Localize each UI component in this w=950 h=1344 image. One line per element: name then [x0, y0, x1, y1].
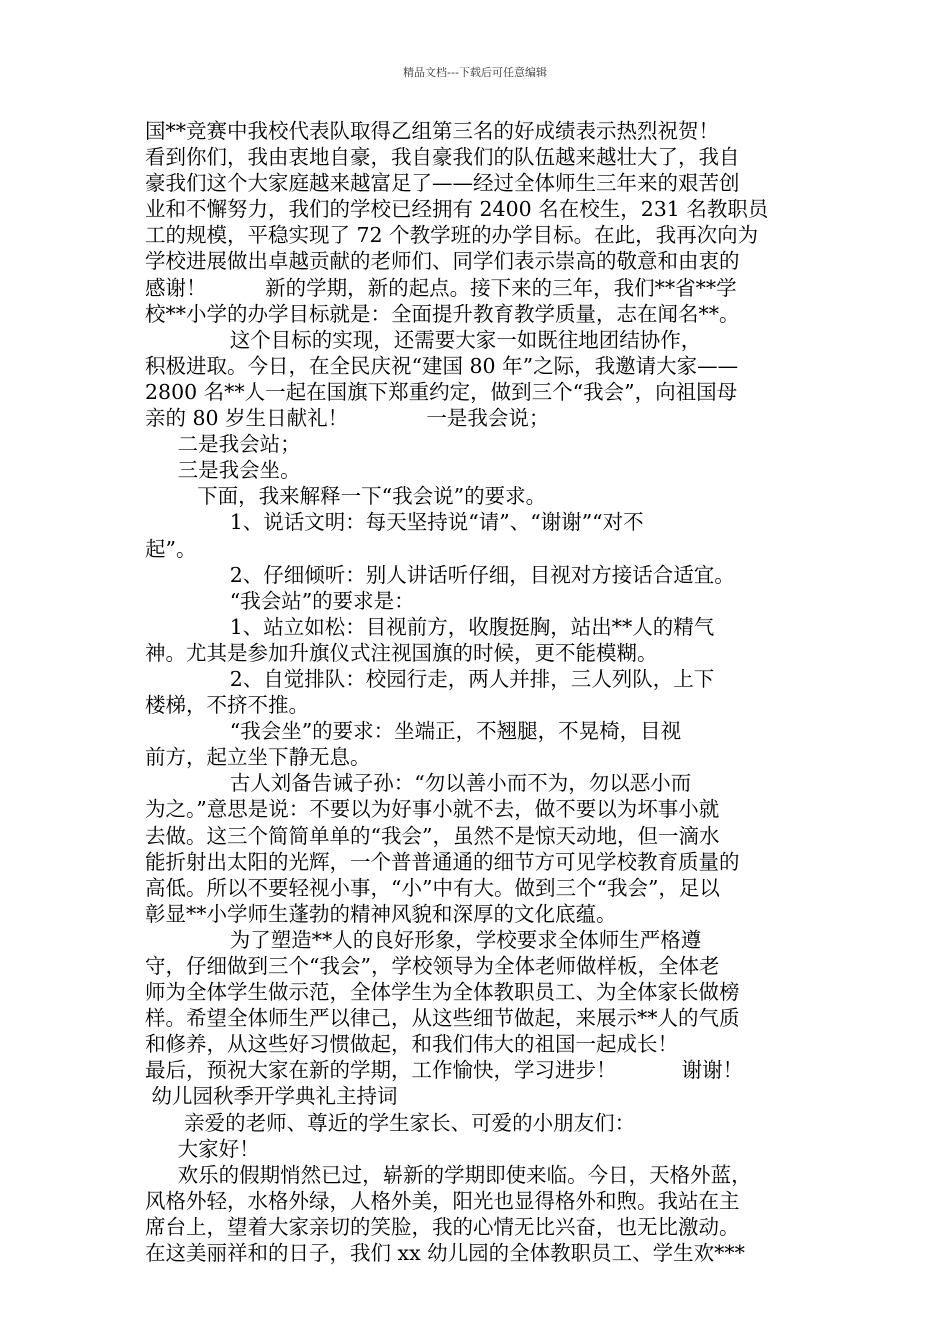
text-line: 1、站立如松：目视前方，收腹挺胸，站出**人的精气	[145, 614, 715, 639]
text-line: 下面，我来解释一下“我会说”的要求。	[145, 484, 547, 509]
text-line: 亲爱的老师、尊近的学生家长、可爱的小朋友们：	[145, 1110, 636, 1135]
text-line: 感谢！ 新的学期，新的起点。接下来的三年，我们**省**学	[145, 275, 737, 300]
text-line: 欢乐的假期悄然已过，崭新的学期即使来临。今日，天格外蓝，	[145, 1162, 752, 1187]
text-line: 神。尤其是参加升旗仪式注视国旗的时候，更不能模糊。	[145, 640, 658, 665]
text-line: 学校进展做出卓越贡献的老师们、同学们表示崇高的敬意和由衷的	[145, 249, 740, 274]
text-line: 席台上，望着大家亲切的笑脸，我的心情无比兴奋，也无比激动。	[145, 1214, 740, 1239]
text-line: 豪我们这个大家庭越来越富足了——经过全体师生三年来的艰苦创	[145, 171, 740, 196]
text-line: 二是我会站；	[145, 432, 301, 457]
text-line: 这个目标的实现，还需要大家一如既往地团结协作，	[145, 327, 702, 352]
text-line: 风格外轻，水格外绿，人格外美，阳光也显得格外和煦。我站在主	[145, 1188, 740, 1213]
text-line: 看到你们，我由衷地自豪，我自豪我们的队伍越来越壮大了，我自	[145, 145, 740, 170]
text-line: 2800 名**人一起在国旗下郑重约定，做到三个“我会”，向祖国母	[145, 379, 738, 404]
text-line: 起”。	[145, 536, 197, 561]
text-line: 前方，起立坐下静无息。	[145, 745, 371, 770]
text-line: 国**竞赛中我校代表队取得乙组第三名的好成绩表示热烈祝贺！	[145, 119, 719, 143]
text-line: 彰显**小学师生蓬勃的精神风貌和深厚的文化底蕴。	[145, 901, 617, 926]
page-header: 精品文档---下载后可任意编辑	[403, 66, 547, 79]
text-line: 和修养，从这些好习惯做起，和我们伟大的祖国一起成长！	[145, 1032, 678, 1057]
text-line: 积极进取。今日，在全民庆祝“建国 80 年”之际，我邀请大家——	[145, 353, 739, 378]
text-line: 为了塑造**人的良好形象，学校要求全体师生严格遵	[145, 927, 702, 952]
text-line: 能折射出太阳的光辉，一个普普通通的细节方可见学校教育质量的	[145, 849, 740, 874]
text-line: 大家好！	[145, 1136, 260, 1161]
text-line: 楼梯，不挤不推。	[145, 693, 309, 718]
text-line: 师为全体学生做示范，全体学生为全体教职员工、为全体家长做榜	[145, 980, 740, 1005]
text-line: 工的规模，平稳实现了 72 个教学班的办学目标。在此，我再次向为	[145, 223, 759, 248]
text-line: 在这美丽祥和的日子，我们 xx 幼儿园的全体教职员工、学生欢***	[145, 1241, 745, 1266]
text-line: 业和不懈努力，我们的学校已经拥有 2400 名在校生，231 名教职员	[145, 197, 769, 222]
text-line: 1、说话文明：每天坚持说“请”、“谢谢”“对不	[145, 510, 644, 535]
text-line: 三是我会坐。	[145, 458, 301, 483]
text-line: 2、自觉排队：校园行走，两人并排，三人列队，上下	[145, 666, 715, 691]
text-line: 校**小学的办学目标就是：全面提升教育教学质量，志在闻名**。	[145, 301, 740, 326]
text-line: 古人刘备告诫子孙：“勿以善小而不为，勿以恶小而	[145, 771, 692, 796]
text-line: “我会站”的要求是：	[145, 588, 415, 613]
text-line: 去做。这三个简简单单的“我会”，虽然不是惊天动地，但一滴水	[145, 823, 720, 848]
text-line: 亲的 80 岁生日献礼！ 一是我会说；	[145, 406, 550, 431]
document-body	[145, 118, 835, 1266]
text-line: 最后，预祝大家在新的学期，工作愉快，学习进步！ 谢谢！	[145, 1058, 744, 1083]
text-line: “我会坐”的要求：坐端正，不翘腿，不晃椅，目视	[145, 719, 682, 744]
text-line: 幼儿园秋季开学典礼主持词	[145, 1084, 398, 1109]
text-line: 高低。所以不要轻视小事，“小”中有大。做到三个“我会”，足以	[145, 875, 720, 900]
text-line: 样。希望全体师生严以律己，从这些细节做起，来展示**人的气质	[145, 1006, 740, 1031]
text-line: 2、仔细倾听：别人讲话听仔细，目视对方接话合适宜。	[145, 562, 735, 587]
text-line: 守，仔细做到三个“我会”，学校领导为全体老师做样板，全体老	[145, 954, 720, 978]
text-line: 为之。”意思是说：不要以为好事小就不去，做不要以为坏事小就	[145, 797, 720, 822]
